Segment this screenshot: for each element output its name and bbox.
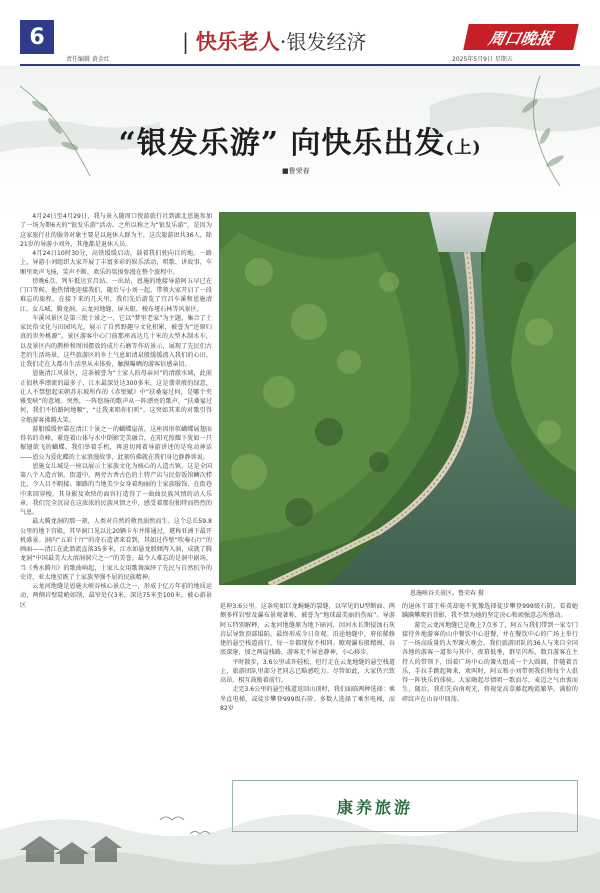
paragraph: 游完云龙河地缝已是晚上7点多了，阿五与我们带到一家专门接待外地游客的山中餐饮中心进餐，并在餐饮中心的广场上举行了一场高质量的大型篝火晚会。我们旅游团队的36人与来自全国各地的游客一道参与其中，夜幕低垂，群星闪烁，数百游客在主持人的带领下，围着广场中心的篝火组成一个大圆圈，伴随着音乐，手拉手跳起舞来，欢叫时，阿五和小刘带领我们和每个人俱得一阵快乐的体验。大家嗨起尽情唱一歌而尽，麦迈之气由衷而生，随后，我们先向南观光，将视觉高草藤起晚霞繁华，满脸的碎纹声在山谷中回荡。 [402, 621, 578, 703]
paragraph: 云龙河地缝是恩施大峡谷核心景点之一，形成于亿万年前的地质运动，两侧岩壁陡峭如削，最窄处仅3米，深达75米至100米，被心游景区 [20, 583, 212, 609]
paragraph: 最大腾龙洞的那一刻，人类对自然的敬畏油然而生。这个总长59.8公里的地下宫殿，其旱洞口见以让20辆卡车并排通过，堪称亚洲下最开机盛景。洞内“五彩十厅”的奇石造诸来看到，其如过作壁“吹奏石厅”的画面——清江在此潜流直落35多米，江水如悬龙般倾泻入洞，成就了腾龙洞“中国最美大大溶洞洞穴之一”的美誉。最令人难忘的是洞中剧场，当《秀水腾川》的歌曲响起，土家儿女用歌舞演绎了先民与自然抗争的史诗，亚太地星既了土家族坚强不屈的民族精神。 [20, 518, 212, 581]
page-header [0, 0, 600, 62]
section-brand: 快乐老人 [195, 29, 280, 54]
section-divider: | [182, 30, 196, 54]
column-name: 康养旅游 [336, 797, 413, 817]
photo-caption: 恩施峡谷关景区。鲁荣春 摄 [410, 590, 484, 597]
paragraph: 的退休干部王桂英却毫不犹豫选择徒步攀登999级石阶。看着她蹒蹒攀爬的背影，我不禁为她的坚定决心和顽强意志所感动。 [402, 603, 578, 620]
paragraph: 傍晚6点，列车抵达宜昌站。一出站，恩施的地接导游阿五早已在门口等候。他热情地迎接我们，随后与小刘一起，带领大家开启了一段难忘的旅程。在接下来的几天里，我们先后游览了宜昌车溪和恩施清江、女儿城、腾龙洞、云龙河地缝、屏天眼、梭布垭石林等风景区。 [20, 277, 212, 313]
date-line: 2025年5月9日 星期五 [452, 56, 513, 63]
article-title-part: (上) [445, 138, 482, 158]
paragraph: 4月24日至4月29日，我与景入随周口悦游旅行社到湖北恩施参加了一场为期6天的“银发乐游”活动。之所以称之为“银发乐游”，是因为这家旅行社的服务对象主要是以退休人群为主，这次旅游团共36人，除21岁的导游小刘外，其他都是退休人员。 [20, 213, 212, 248]
article-title-main: “银发乐游” 向快乐出发 [118, 126, 446, 161]
canyon-photo [219, 212, 576, 585]
section-sep: · [279, 30, 287, 54]
article-title [0, 118, 600, 162]
article-column-right [402, 602, 578, 740]
paragraph: 恩施清江风景区，这条被誉为“土家人的母亲河”的清澈水域，此前正值秋季漂流的最多子，江水最深处达300多米，这是翡翠般的绿意，让人不禁想起宋朝苏东坡所作的《赤壁赋》中“扶桑宴过何，是哪个夹雅变峡”的意境。突然，一阵悠扬的歌声从一阵漂亮的歌声，“扶桑宴过何，我们不怕路阿地顺”，“让我来唱你们听”。这突如其来的对歌引得全船游客沸腾大笑。 [20, 370, 212, 424]
paragraph: 4月24日10时30分，高铁缓缓启动，载着我们驶向目的地。一路上，导游小刘组织大家开展了丰富多彩的娱乐活动，唱歌、讲故事，车厢里欢声飞扬，笑声不断，欢乐的氛围弥漫在整个旅程中。 [20, 250, 212, 276]
paragraph: 游船缓缓停靠在清江十景之一的蝴蝶崖前，这座因形似蝴蝶展翅而得名的奇峰，紧连着山体与水中倒影完美融合，在阳光照耀下犹如一只振翅欲飞的蝴蝶。我们举着手机，再迫切闯着导游讲述的是宛动神话——恩公为爱化蝶的土家浪漫故事，此刻仿佛就在我们身边静静诉说。 [20, 425, 212, 461]
byline: ■鲁荣春 [282, 167, 310, 175]
article-column-middle [220, 602, 395, 740]
paragraph: 走完3.6公里的悬空栈道返回山顶时，我们面临两种选择：乘坐直电梯，或徒步攀登999级石阶。多数人选择了乘坐电梯，而82岁 [220, 686, 395, 712]
paragraph: 延伸3.6公里。这条宛如巨龙蜿蜒的裂缝，以罕见的U型断面、两侧多样岩壁及瀑布景观著称，被誉为“地球最美丽的伤痕”。导游阿五特别解释，云龙河地缝原为地下暗河，因河水长期侵蚀石灰岩层导致顶部塌陷，最终形成今日奇观。沿途地缝中，府依稀修建的悬空栈道前行，每一步都现惊不相同。瞭观瀑布般精姆、谷底深邃，加之两崖栈路，游客无不屏息静神，小心移步。 [220, 603, 395, 657]
page-number: 6 [20, 20, 54, 54]
editor-line: 责任编辑 黄金红 [66, 56, 110, 63]
section-sub: 银发经济 [286, 30, 367, 54]
paragraph: 恩施女儿城是一座以展示土家族文化为核心的人造古镇。这是全国第八个人造古镇。街道中，两旁古香古色的土特产店与民俗饭馆鳞次栉比，令人目不暇接。顺路的当地美少女身着绚丽的土家族服饰，在街巷中来回穿梭，其身影及欢快的面容打造得了一曲曲民族风情的动人乐章。我们完全沉浸在这浓浓的民族风情之中，感受着那份独特而热烈的气息。 [20, 462, 212, 516]
paper-logo: 周口晚报 [463, 24, 579, 50]
paragraph: 车溪风景区是第三批十景之一，它以“梦里老家”为主题，集合了土家民俗文化与田园风光，展示了自然野趣与文化积累，被誉为“还原归真的世外桃源”。景区游客中心门前那座高达几十米的大型木制水车，以及景区内的鹊桥和周围摆放的成片石磨等作坊景示，展现了先民们古老的生活场景，这些旅游区的乡土气息如清泉般缓缓流入我们的心田，让我们走在大都市生活里从未体验，触摸曝晒的游客倍感亲切。 [20, 314, 212, 368]
article-column-left [20, 212, 212, 832]
paragraph: 平时散步，3.6公里或许轻松，但行走在云龙地缝的悬空栈道上，旅游团队里部分老同志已略感吃力。尽管如此，大家仍兴致高昂，相互鼓励着前行。 [220, 658, 395, 684]
section-title [182, 26, 366, 56]
